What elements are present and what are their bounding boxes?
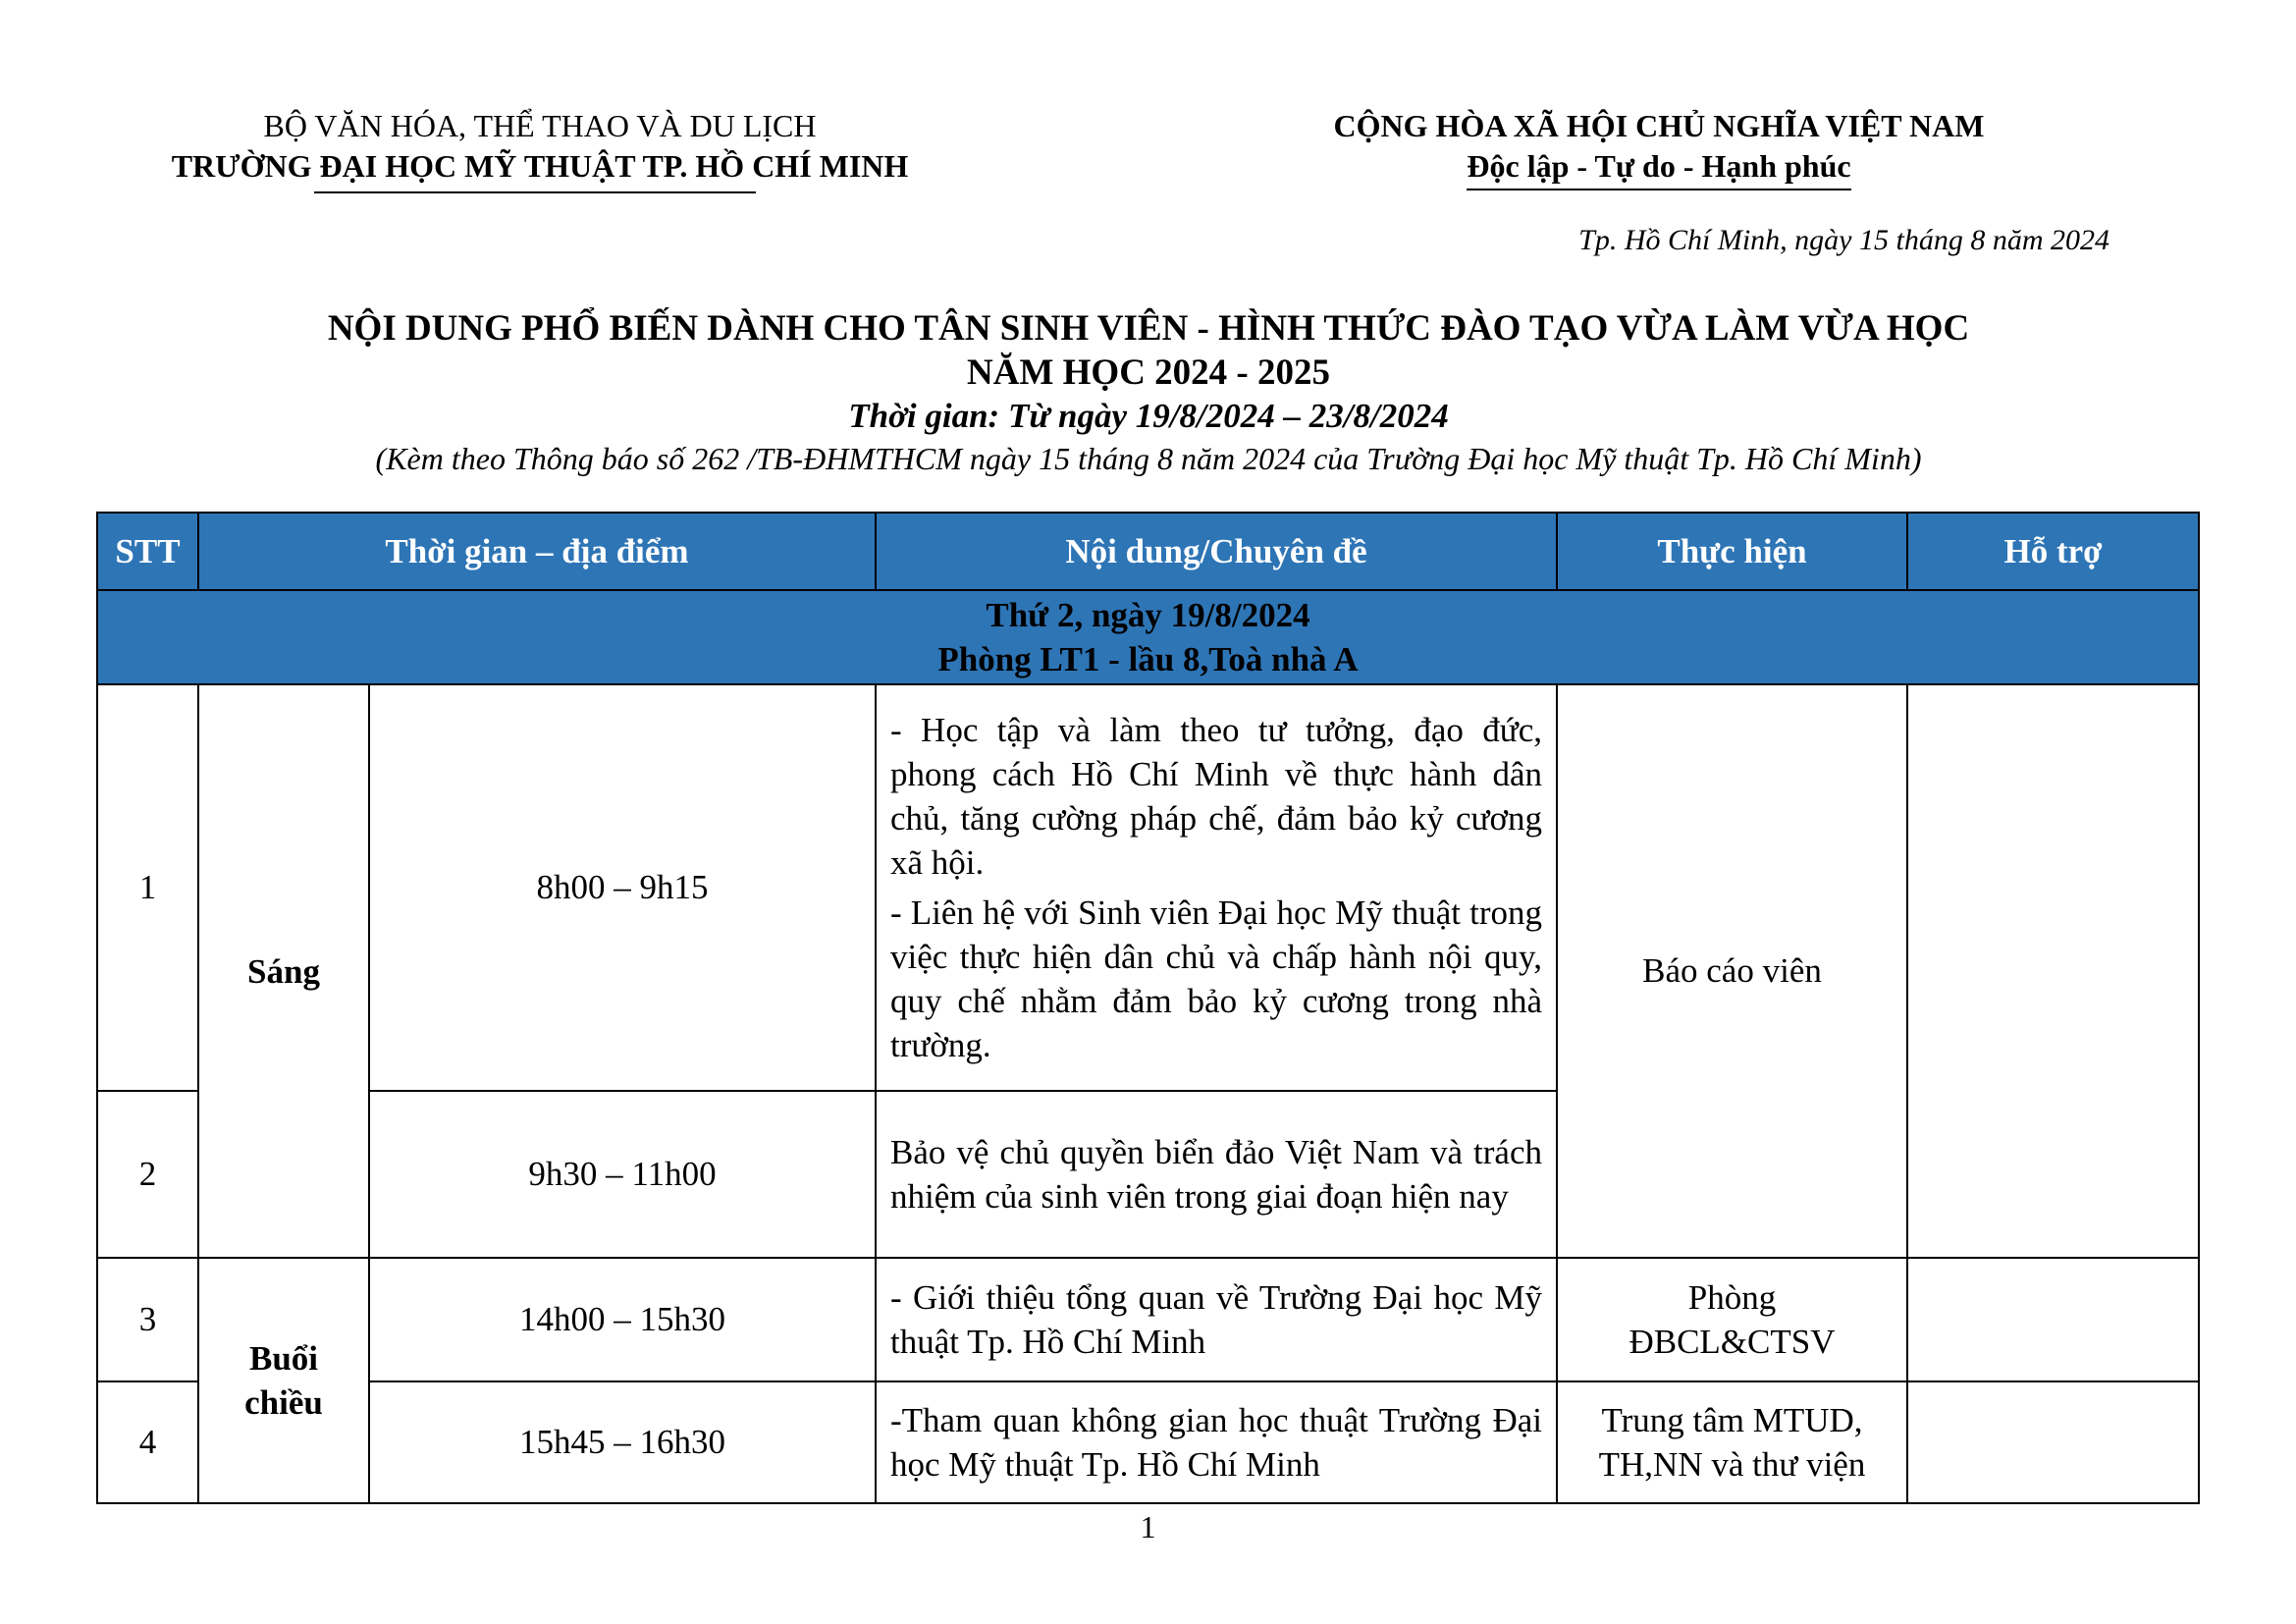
content-paragraph: - Liên hệ với Sinh viên Đại học Mỹ thuật trong việc thực hiện dân chủ và chấp hành nội quy, quy chế nhằm đảm bảo kỷ cương trong nhà trường. bbox=[890, 893, 1542, 1064]
support-cell bbox=[1907, 684, 2199, 1258]
title-note: (Kèm theo Thông báo số 262 /TB-ĐHMTHCM ngày 15 tháng 8 năm 2024 của Trường Đại học Mỹ thuật Tp. Hồ Chí Minh) bbox=[375, 441, 1922, 476]
title-line1: NỘI DUNG PHỔ BIẾN DÀNH CHO TÂN SINH VIÊN - HÌNH THỨC ĐÀO TẠO VỪA LÀM VỪA HỌC bbox=[327, 308, 1970, 349]
time-cell: 9h30 – 11h00 bbox=[369, 1091, 876, 1258]
header-right bbox=[1266, 106, 2052, 190]
stt-cell: 1 bbox=[97, 684, 198, 1091]
header-content: Nội dung/Chuyên đề bbox=[876, 513, 1557, 590]
schedule-table bbox=[96, 512, 2200, 1504]
content-cell: Bảo vệ chủ quyền biển đảo Việt Nam và trách nhiệm của sinh viên trong giai đoạn hiện nay bbox=[876, 1091, 1557, 1258]
presenter-line1: Phòng bbox=[1687, 1278, 1777, 1317]
day-row bbox=[97, 590, 2199, 684]
header-left bbox=[147, 106, 933, 187]
presenter-morning: Báo cáo viên bbox=[1557, 684, 1907, 1258]
ministry-name: BỘ VĂN HÓA, THỂ THAO VÀ DU LỊCH bbox=[263, 108, 817, 143]
table-row bbox=[97, 684, 2199, 1091]
header-time-place: Thời gian – địa điểm bbox=[198, 513, 876, 590]
table-header-row bbox=[97, 513, 2199, 590]
stt-cell: 2 bbox=[97, 1091, 198, 1258]
presenter-cell bbox=[1557, 1258, 1907, 1381]
header-stt: STT bbox=[97, 513, 198, 590]
session-morning: Sáng bbox=[198, 684, 369, 1258]
header-support: Hỗ trợ bbox=[1907, 513, 2199, 590]
day-cell bbox=[97, 590, 2199, 684]
table-row bbox=[97, 1258, 2199, 1381]
title-line2: NĂM HỌC 2024 - 2025 bbox=[967, 352, 1330, 393]
school-name: TRƯỜNG ĐẠI HỌC MỸ THUẬT TP. HỒ CHÍ MINH bbox=[171, 148, 909, 184]
day-date: Thứ 2, ngày 19/8/2024 bbox=[986, 596, 1310, 634]
table-row bbox=[97, 1381, 2199, 1503]
title-time: Thời gian: Từ ngày 19/8/2024 – 23/8/2024 bbox=[848, 397, 1449, 435]
session-afternoon-l2: chiều bbox=[244, 1383, 323, 1422]
content-cell: -Tham quan không gian học thuật Trường Đại học Mỹ thuật Tp. Hồ Chí Minh bbox=[876, 1381, 1557, 1503]
presenter-cell bbox=[1557, 1381, 1907, 1503]
day-room: Phòng LT1 - lầu 8,Toà nhà A bbox=[937, 640, 1359, 678]
presenter-line1: Trung tâm MTUD, bbox=[1601, 1401, 1863, 1439]
session-afternoon bbox=[198, 1258, 369, 1503]
presenter-line2: ĐBCL&CTSV bbox=[1629, 1323, 1836, 1361]
title-block bbox=[98, 306, 2199, 479]
time-cell: 15h45 – 16h30 bbox=[369, 1381, 876, 1503]
header-presenter: Thực hiện bbox=[1557, 513, 1907, 590]
support-cell bbox=[1907, 1381, 2199, 1503]
support-cell bbox=[1907, 1258, 2199, 1381]
stt-cell: 3 bbox=[97, 1258, 198, 1381]
page-number: 1 bbox=[1140, 1509, 1156, 1544]
stt-cell: 4 bbox=[97, 1381, 198, 1503]
content-cell bbox=[876, 684, 1557, 1091]
time-cell: 8h00 – 9h15 bbox=[369, 684, 876, 1091]
content-cell: - Giới thiệu tổng quan về Trường Đại học Mỹ thuật Tp. Hồ Chí Minh bbox=[876, 1258, 1557, 1381]
school-underline bbox=[314, 191, 756, 193]
date-line: Tp. Hồ Chí Minh, ngày 15 tháng 8 năm 2024 bbox=[1578, 224, 2109, 256]
national-motto: Độc lập - Tự do - Hạnh phúc bbox=[1467, 146, 1850, 190]
time-cell: 14h00 – 15h30 bbox=[369, 1258, 876, 1381]
presenter-line2: TH,NN và thư viện bbox=[1598, 1445, 1866, 1484]
country-name: CỘNG HÒA XÃ HỘI CHỦ NGHĨA VIỆT NAM bbox=[1333, 108, 1985, 143]
content-paragraph: - Học tập và làm theo tư tưởng, đạo đức, phong cách Hồ Chí Minh về thực hành dân chủ, tăng cường pháp chế, đảm bảo kỷ cương xã hội. bbox=[890, 711, 1542, 882]
session-afternoon-l1: Buổi bbox=[248, 1339, 319, 1378]
